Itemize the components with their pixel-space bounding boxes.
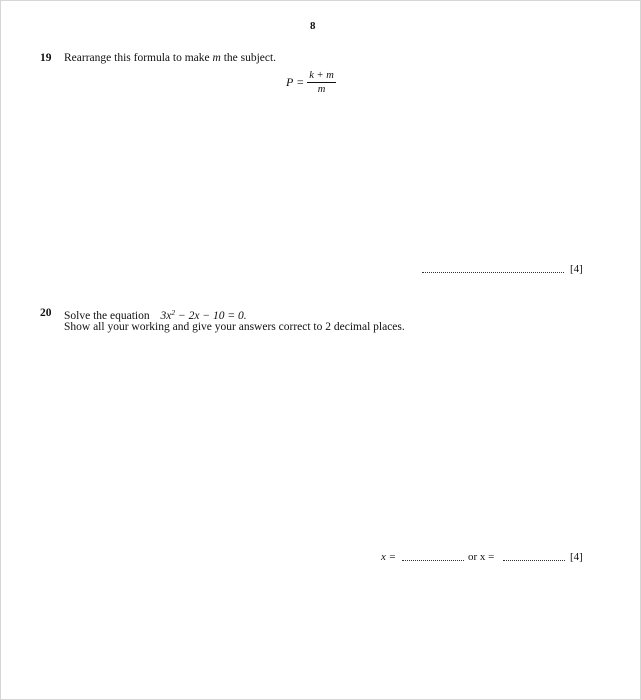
formula-lhs: P = bbox=[286, 75, 305, 89]
question-19-prompt-start: Rearrange this formula to make bbox=[64, 52, 213, 64]
formula-fraction bbox=[307, 70, 336, 95]
equation-exponent: 2 bbox=[171, 308, 176, 317]
question-20-answer-line-2[interactable] bbox=[503, 560, 565, 561]
question-20-marks: [4] bbox=[570, 551, 583, 563]
question-20-number: 20 bbox=[40, 307, 52, 319]
question-20-answer-line-1[interactable] bbox=[402, 560, 464, 561]
question-20-instruction: Show all your working and give your answers correct to 2 decimal places. bbox=[64, 321, 405, 333]
question-19-variable: m bbox=[212, 52, 221, 64]
question-19-formula bbox=[286, 70, 336, 95]
page-number: 8 bbox=[310, 20, 316, 32]
question-19-prompt-end: the subject. bbox=[220, 52, 277, 64]
question-19-answer-line[interactable] bbox=[422, 272, 564, 273]
question-20-answer-label-2: or x = bbox=[468, 551, 495, 563]
equation-rest: − 2x − 10 = 0. bbox=[175, 310, 247, 322]
question-19-marks: [4] bbox=[570, 263, 583, 275]
question-20-answer-label-1: x = bbox=[381, 551, 397, 563]
formula-denominator: m bbox=[317, 84, 326, 95]
question-19-number: 19 bbox=[40, 52, 52, 64]
question-19-prompt bbox=[64, 51, 276, 66]
equation-term-x: 3x bbox=[160, 310, 172, 322]
question-20-prompt-start: Solve the equation bbox=[64, 310, 150, 322]
formula-numerator: k + m bbox=[309, 70, 334, 81]
